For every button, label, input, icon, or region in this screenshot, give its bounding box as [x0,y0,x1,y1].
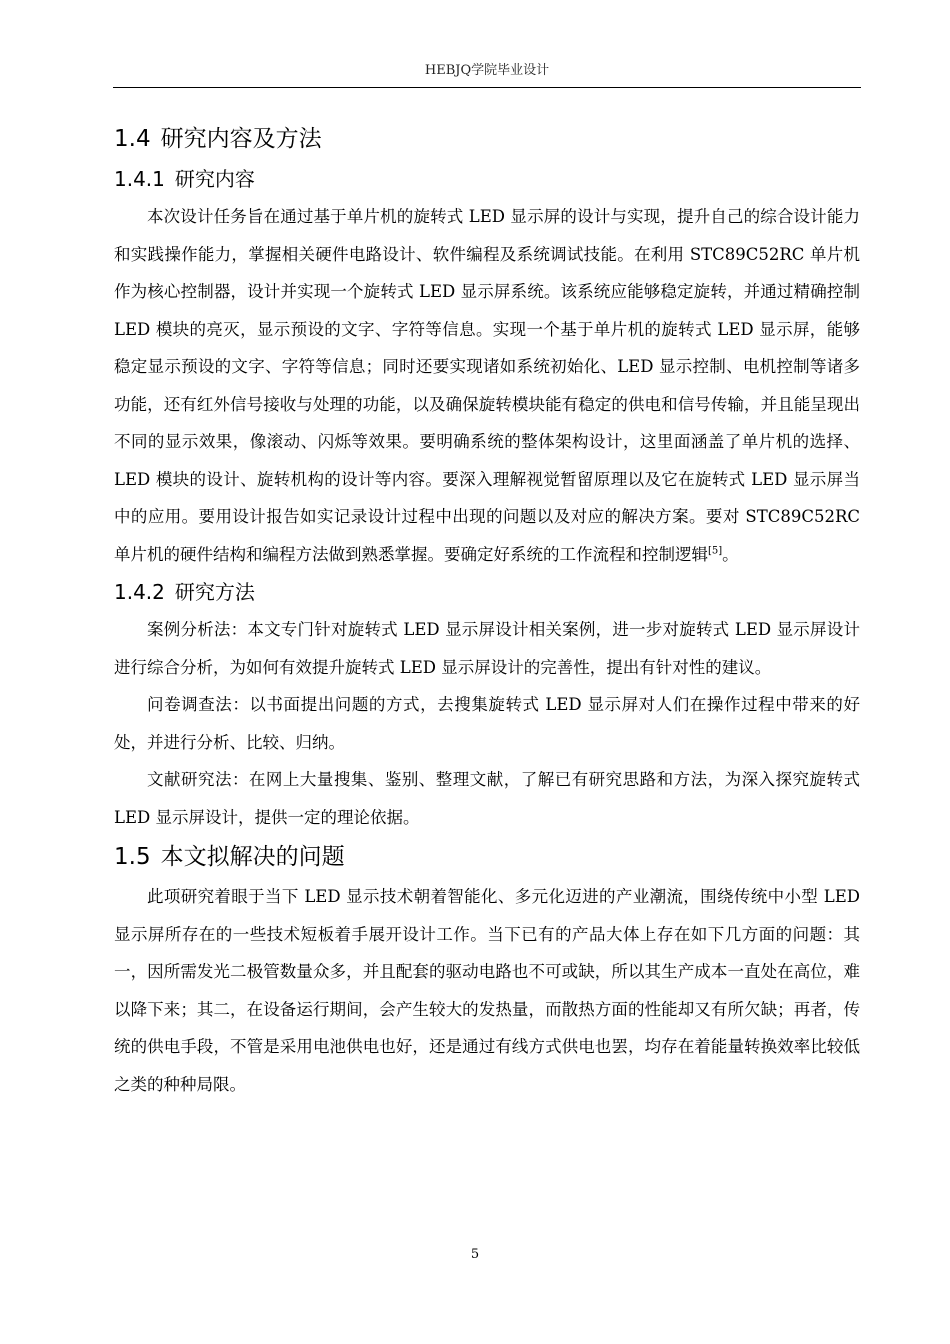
header-rule [113,87,861,88]
paragraph-research-content [114,198,860,573]
page-header: HEBJQ学院毕业设计 [424,63,550,78]
subsection-title: 研究内容 [174,167,255,191]
subsection-heading-1-4-2 [114,573,860,611]
page-content [114,118,860,1103]
section-heading-1-4 [114,118,860,160]
subsection-number: 1.4.1 [114,167,165,191]
section-title: 本文拟解决的问题 [160,844,345,870]
paragraph-problems: 此项研究着眼于当下 LED 显示技术朝着智能化、多元化迈进的产业潮流，围绕传统中小型 LED 显示屏所存在的一些技术短板着手展开设计工作。当下已有的产品大体上存在如下几方面的问题：其一，因所需发光二极管数量众多，并且配套的驱动电路也不可或缺，所以其生产成本一直处在高位，难以降下来；其二，在设备运行期间，会产生较大的发热量，而散热方面的性能却又有所欠缺；再者，传统的供电手段，不管是采用电池供电也好，还是通过有线方式供电也罢，均存在着能量转换效率比较低之类的种种局限。 [114,887,860,1094]
paragraph-text: 本次设计任务旨在通过基于单片机的旋转式 LED 显示屏的设计与实现，提升自己的综合设计能力和实践操作能力，掌握相关硬件电路设计、软件编程及系统调试技能。在利用 STC89C52RC 单片机作为核心控制器，设计并实现一个旋转式 LED 显示屏系统。该系统应能够稳定旋转，并通过精确控制 LED 模块的亮灭，显示预设的文字、字符等信息。实现一个基于单片机的旋转式 LED 显示屏，能够稳定显示预设的文字、字符等信息；同时还要实现诸如系统初始化、LED 显示控制、电机控制等诸多功能，还有红外信号接收与处理的功能，以及确保旋转模块能有稳定的供电和信号传输，并且能呈现出不同的显示效果，像滚动、闪烁等效果。要明确系统的整体架构设计，这里面涵盖了单片机的选择、LED 模块的设计、旋转机构的设计等内容。要深入理解视觉暂留原理以及它在旋转式 LED 显示屏当中的应用。要用设计报告如实记录设计过程中出现的问题以及对应的解决方案。要对 STC89C52RC 单片机的硬件结构和编程方法做到熟悉掌握。要确定好系统的工作流程和控制逻辑 [114,207,860,564]
page-number: 5 [470,1247,480,1262]
section-heading-1-5 [114,836,860,878]
subsection-title: 研究方法 [174,580,255,604]
paragraph-case-analysis: 案例分析法：本文专门针对旋转式 LED 显示屏设计相关案例，进一步对旋转式 LED 显示屏设计进行综合分析，为如何有效提升旋转式 LED 显示屏设计的完善性，提出有针对性的建议。 [114,620,860,677]
subsection-heading-1-4-1 [114,160,860,198]
section-number: 1.5 [114,844,151,870]
section-number: 1.4 [114,126,151,152]
subsection-number: 1.4.2 [114,580,165,604]
citation-ref: [5] [708,545,723,556]
section-title: 研究内容及方法 [160,126,322,152]
paragraph-end: 。 [722,544,739,564]
paragraph-questionnaire: 问卷调查法：以书面提出问题的方式，去搜集旋转式 LED 显示屏对人们在操作过程中带来的好处，并进行分析、比较、归纳。 [114,695,860,752]
paragraph-literature: 文献研究法：在网上大量搜集、鉴别、整理文献，了解已有研究思路和方法，为深入探究旋转式 LED 显示屏设计，提供一定的理论依据。 [114,770,860,827]
